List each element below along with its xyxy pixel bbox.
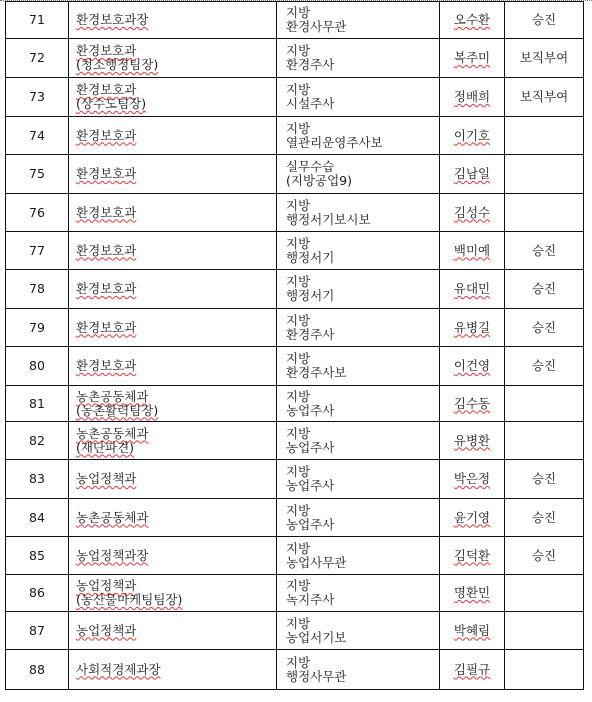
person-name: 이기호 <box>453 127 491 143</box>
row-number-text: 81 <box>29 395 45 411</box>
department-line: 환경보호과 <box>76 82 137 97</box>
note-cell <box>505 232 584 270</box>
row-number-text: 85 <box>29 547 45 563</box>
department-line: 농업정책과 <box>76 578 137 593</box>
rank-line: 환경사무관 <box>286 19 347 34</box>
table-row <box>6 117 584 155</box>
rank-cell <box>277 117 440 155</box>
department-line: 환경보호과장 <box>76 12 149 27</box>
rank-line: 환경주사보 <box>286 365 347 380</box>
person-name: 김덕환 <box>453 547 491 563</box>
rank-cell <box>277 309 440 347</box>
rank-line: 행정서기보시보 <box>286 211 371 227</box>
rank-line: 환경주사 <box>286 326 335 342</box>
person-name: 유병환 <box>453 432 491 448</box>
rank-line: 지방 <box>286 235 311 251</box>
department-line: 환경보호과 <box>76 242 137 258</box>
note-text: 보직부여 <box>519 50 569 65</box>
person-name-cell <box>440 347 505 386</box>
person-name: 명환민 <box>453 585 491 600</box>
department-line: 농업정책과 <box>76 622 137 638</box>
department-line: 환경보호과 <box>76 127 137 143</box>
table-row <box>6 386 584 422</box>
row-number <box>6 386 69 422</box>
department-line: 환경보호과 <box>76 166 137 181</box>
department-cell <box>69 2 277 39</box>
note-text: 승진 <box>531 281 557 296</box>
person-name: 이건영 <box>453 358 491 373</box>
department-line: 농촌공동체과 <box>76 388 149 404</box>
department-cell <box>69 575 277 612</box>
department-cell <box>69 39 277 78</box>
rank-cell <box>277 499 440 537</box>
row-number <box>6 537 69 575</box>
rank-line: 농업사무관 <box>286 554 347 570</box>
rank-cell <box>277 650 440 690</box>
department-line: 농촌공동체과 <box>76 509 149 525</box>
rank-line: 지방 <box>286 197 311 213</box>
table-row <box>6 2 584 39</box>
row-number-text: 79 <box>29 319 45 335</box>
department-line: (상수도팀장) <box>76 96 147 111</box>
row-number <box>6 309 69 347</box>
table-row <box>6 270 584 309</box>
note-cell <box>505 460 584 499</box>
row-number <box>6 650 69 690</box>
note-cell <box>505 194 584 232</box>
rank-line: (지방공업9) <box>286 173 353 188</box>
row-number-text: 71 <box>29 12 45 27</box>
row-number-text: 74 <box>29 127 45 143</box>
table-row <box>6 347 584 386</box>
note-cell <box>505 78 584 117</box>
department-cell <box>69 386 277 422</box>
note-cell <box>505 155 584 194</box>
rank-line: 행정서기 <box>286 249 335 265</box>
note-cell <box>505 499 584 537</box>
rank-line: 지방 <box>286 388 311 404</box>
rank-line: 지방 <box>286 464 311 479</box>
row-number-text: 73 <box>29 89 45 104</box>
rank-line: 지방 <box>286 120 311 136</box>
table-row <box>6 460 584 499</box>
table-row <box>6 422 584 460</box>
note-cell <box>505 270 584 309</box>
department-line: (청소행정팀장) <box>76 57 159 72</box>
row-number-text: 80 <box>29 358 45 373</box>
row-number-text: 88 <box>29 661 45 677</box>
note-cell <box>505 612 584 650</box>
note-cell <box>505 386 584 422</box>
note-cell <box>505 347 584 386</box>
department-cell <box>69 194 277 232</box>
row-number <box>6 78 69 117</box>
department-line: 사회적경제과장 <box>76 661 161 677</box>
note-text: 승진 <box>531 547 557 563</box>
row-number-text: 82 <box>29 432 45 448</box>
row-number-text: 78 <box>29 281 45 296</box>
rank-cell <box>277 232 440 270</box>
person-name-cell <box>440 232 505 270</box>
note-cell <box>505 309 584 347</box>
rank-cell <box>277 194 440 232</box>
table-row <box>6 309 584 347</box>
department-cell <box>69 537 277 575</box>
row-number <box>6 39 69 78</box>
row-number <box>6 422 69 460</box>
department-line: 환경보호과 <box>76 204 137 220</box>
row-number-text: 86 <box>29 585 45 600</box>
person-name-cell <box>440 39 505 78</box>
person-name: 김성수 <box>453 204 491 220</box>
person-name-cell <box>440 575 505 612</box>
rank-line: 녹지주사 <box>286 592 335 607</box>
note-text: 승진 <box>531 319 557 335</box>
row-number <box>6 612 69 650</box>
row-number <box>6 575 69 612</box>
rank-line: 지방 <box>286 578 311 593</box>
rank-cell <box>277 612 440 650</box>
row-number-text: 72 <box>29 50 45 65</box>
note-cell <box>505 117 584 155</box>
rank-cell <box>277 386 440 422</box>
person-name: 박혜림 <box>453 622 491 638</box>
rank-line: 농업주사 <box>286 516 335 532</box>
table-row <box>6 232 584 270</box>
person-name-cell <box>440 117 505 155</box>
row-number <box>6 270 69 309</box>
rank-cell <box>277 460 440 499</box>
person-name-cell <box>440 194 505 232</box>
department-line: (농산물마케팅팀장) <box>76 592 183 607</box>
note-text: 승진 <box>531 358 557 373</box>
table-row <box>6 499 584 537</box>
rank-line: 실무수습 <box>286 159 335 174</box>
row-number <box>6 460 69 499</box>
department-line: 환경보호과 <box>76 43 137 58</box>
rank-line: 지방 <box>286 540 311 556</box>
row-number-text: 76 <box>29 204 45 220</box>
row-number-text: 83 <box>29 471 45 486</box>
department-cell <box>69 309 277 347</box>
person-name: 김남일 <box>453 166 491 181</box>
rank-line: 농업서기보 <box>286 629 347 645</box>
personnel-table <box>5 1 584 690</box>
person-name-cell <box>440 78 505 117</box>
department-line: 농촌공동체과 <box>76 425 149 441</box>
note-text: 승진 <box>531 12 557 27</box>
rank-cell <box>277 155 440 194</box>
rank-cell <box>277 78 440 117</box>
rank-line: 열관리운영주사보 <box>286 134 383 150</box>
row-number <box>6 194 69 232</box>
person-name: 김필규 <box>453 661 491 677</box>
person-name: 유병길 <box>453 319 491 335</box>
rank-cell <box>277 575 440 612</box>
person-name-cell <box>440 650 505 690</box>
rank-cell <box>277 347 440 386</box>
rank-cell <box>277 537 440 575</box>
department-cell <box>69 117 277 155</box>
person-name-cell <box>440 537 505 575</box>
person-name-cell <box>440 612 505 650</box>
person-name-cell <box>440 460 505 499</box>
department-cell <box>69 347 277 386</box>
row-number <box>6 117 69 155</box>
table-row <box>6 537 584 575</box>
table-row <box>6 155 584 194</box>
table-row <box>6 78 584 117</box>
row-number-text: 84 <box>29 509 45 525</box>
rank-line: 지방 <box>286 82 311 97</box>
rank-line: 지방 <box>286 43 311 58</box>
department-cell <box>69 270 277 309</box>
table-row <box>6 650 584 690</box>
person-name: 오수환 <box>453 12 491 27</box>
person-name-cell <box>440 270 505 309</box>
department-line: 환경보호과 <box>76 358 137 373</box>
note-text: 승진 <box>531 509 557 525</box>
department-cell <box>69 422 277 460</box>
rank-line: 행정사무관 <box>286 668 347 684</box>
note-text: 승진 <box>531 471 557 486</box>
rank-line: 시설주사 <box>286 96 335 111</box>
department-line: 농업정책과장 <box>76 547 149 563</box>
row-number-text: 87 <box>29 622 45 638</box>
row-number <box>6 155 69 194</box>
rank-line: 농업주사 <box>286 478 335 493</box>
department-cell <box>69 650 277 690</box>
row-number-text: 75 <box>29 166 45 181</box>
rank-cell <box>277 39 440 78</box>
department-cell <box>69 78 277 117</box>
person-name-cell <box>440 499 505 537</box>
person-name: 정배희 <box>453 89 491 104</box>
rank-line: 지방 <box>286 654 311 670</box>
row-number <box>6 232 69 270</box>
rank-line: 환경주사 <box>286 57 335 72</box>
person-name: 김수동 <box>453 395 491 411</box>
department-line: 농업정책과 <box>76 471 137 486</box>
rank-line: 농업주사 <box>286 402 335 418</box>
table-row <box>6 194 584 232</box>
rank-line: 행정서기 <box>286 288 335 303</box>
note-text: 승진 <box>531 242 557 258</box>
note-cell <box>505 650 584 690</box>
person-name-cell <box>440 155 505 194</box>
note-text: 보직부여 <box>519 89 569 104</box>
note-cell <box>505 39 584 78</box>
rank-line: 지방 <box>286 615 311 631</box>
rank-line: 지방 <box>286 502 311 518</box>
rank-cell <box>277 422 440 460</box>
row-number <box>6 347 69 386</box>
person-name: 유대민 <box>453 281 491 296</box>
person-name-cell <box>440 386 505 422</box>
person-name-cell <box>440 422 505 460</box>
note-cell <box>505 2 584 39</box>
row-number <box>6 499 69 537</box>
department-line: 환경보호과 <box>76 319 137 335</box>
rank-line: 지방 <box>286 312 311 328</box>
row-number-text: 77 <box>29 242 45 258</box>
table-row <box>6 39 584 78</box>
department-line: (재단파견) <box>76 439 135 455</box>
rank-line: 지방 <box>286 5 311 20</box>
rank-cell <box>277 2 440 39</box>
person-name-cell <box>440 309 505 347</box>
note-cell <box>505 422 584 460</box>
department-cell <box>69 499 277 537</box>
rank-cell <box>277 270 440 309</box>
department-line: 환경보호과 <box>76 281 137 296</box>
department-cell <box>69 232 277 270</box>
rank-line: 농업주사 <box>286 439 335 455</box>
department-cell <box>69 155 277 194</box>
person-name: 박은정 <box>453 471 491 486</box>
rank-line: 지방 <box>286 274 311 289</box>
person-name: 복주미 <box>453 50 491 65</box>
department-cell <box>69 460 277 499</box>
department-line: (농촌활력팀장) <box>76 402 159 418</box>
personnel-table-body <box>6 2 584 690</box>
table-row <box>6 575 584 612</box>
rank-line: 지방 <box>286 351 311 366</box>
note-cell <box>505 575 584 612</box>
department-cell <box>69 612 277 650</box>
person-name: 윤기영 <box>453 509 491 525</box>
person-name: 백미예 <box>453 242 491 258</box>
note-cell <box>505 537 584 575</box>
person-name-cell <box>440 2 505 39</box>
table-row <box>6 612 584 650</box>
rank-line: 지방 <box>286 425 311 441</box>
row-number <box>6 2 69 39</box>
